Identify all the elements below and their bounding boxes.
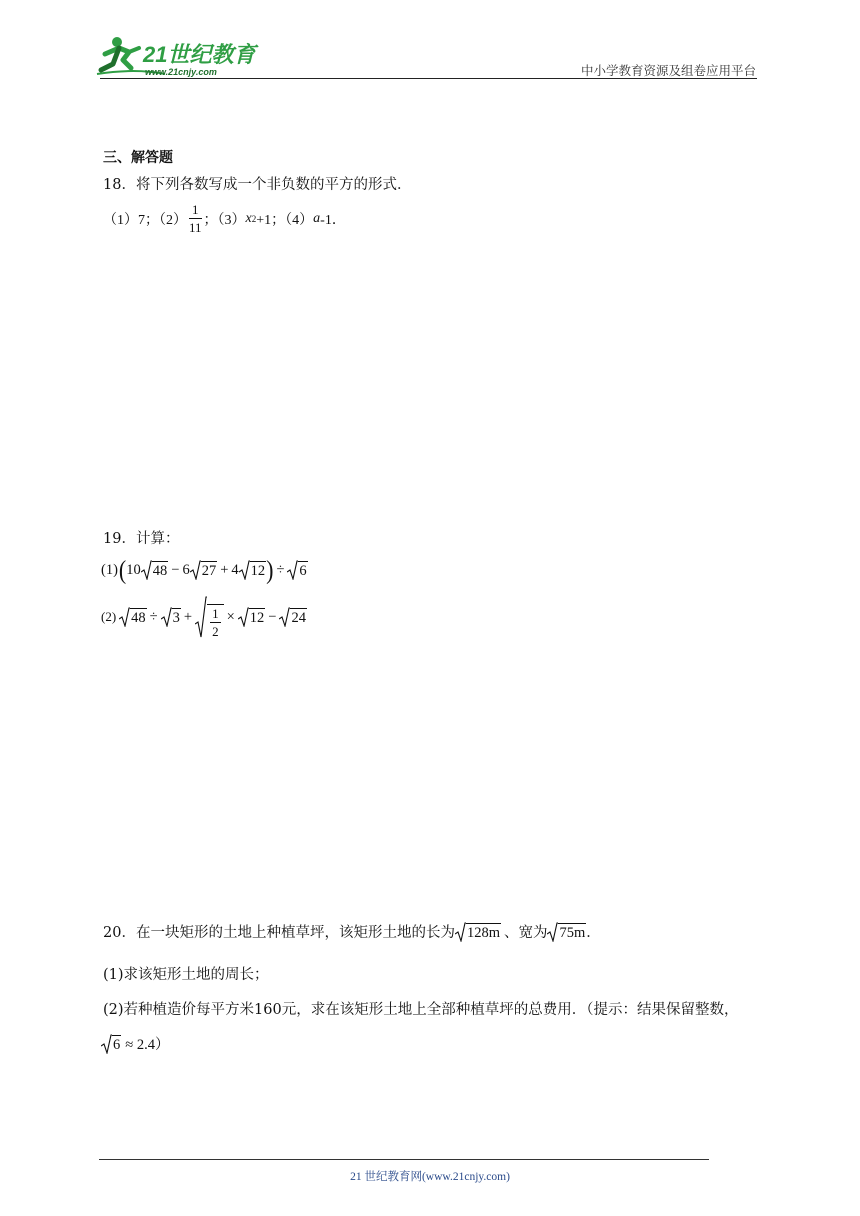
radical-27 xyxy=(190,560,218,580)
var-a: a xyxy=(313,210,321,226)
length-value: 128m xyxy=(466,924,500,941)
radical-128m xyxy=(455,922,501,942)
fraction-numerator: 1 xyxy=(212,606,219,621)
q20-stem-b: 、宽为 xyxy=(503,925,548,941)
right-paren: ) xyxy=(266,554,274,585)
logo-text: 21世纪教育 xyxy=(143,42,256,67)
radical-one-half xyxy=(195,596,224,638)
radicand-48: 48 xyxy=(152,563,168,580)
q20-sub-2: (2)若种植造价每平方米160元，求在该矩形土地上全部种植草坪的总费用．（提示：结果保留整数， xyxy=(103,1002,739,1018)
width-value: 75m xyxy=(559,924,586,941)
coef-10: 10 xyxy=(126,561,141,578)
plus-op: + xyxy=(220,561,229,578)
platform-title: 中小学教育资源及组卷应用平台 xyxy=(580,63,756,78)
fraction-numerator: 1 xyxy=(189,203,202,219)
radicand-6: 6 xyxy=(113,1036,121,1053)
q18-part-1: （1）7；（2） xyxy=(103,212,187,228)
logo-url: www.21cnjy.com xyxy=(145,67,217,77)
superscript-2: 2 xyxy=(251,213,257,224)
fraction-1-11 xyxy=(189,203,202,234)
section-title: 三、解答题 xyxy=(103,150,173,166)
radical-24 xyxy=(279,607,307,627)
radical-6 xyxy=(287,560,307,580)
q20-stem-a: 20．在一块矩形的土地上种植草坪，该矩形土地的长为 xyxy=(103,925,455,941)
divide-op: ÷ xyxy=(149,608,158,625)
q20-stem xyxy=(103,921,601,942)
radical-48 xyxy=(119,607,147,627)
radical-48 xyxy=(141,560,169,580)
divide-op: ÷ xyxy=(276,561,285,578)
plus-op: + xyxy=(183,608,193,625)
fraction-denominator: 2 xyxy=(212,624,219,639)
q19-expr-2 xyxy=(101,596,307,638)
coef-4: 4 xyxy=(231,561,239,578)
left-paren: ( xyxy=(118,554,127,585)
q18-stem: 18．将下列各数写成一个非负数的平方的形式． xyxy=(103,177,412,193)
header-divider xyxy=(100,78,757,79)
fraction-denominator: 11 xyxy=(189,220,202,235)
q20-sub-1: (1)求该矩形土地的周长； xyxy=(103,967,269,983)
radical-75m xyxy=(547,922,586,942)
radical-3 xyxy=(161,607,181,627)
radicand-24: 24 xyxy=(291,610,306,627)
minus-op: − xyxy=(268,608,277,625)
runner-logo-icon xyxy=(95,34,260,78)
radical-12 xyxy=(239,560,267,580)
radicand-6: 6 xyxy=(299,563,307,580)
footer-text: 21 世纪教育网(www.21cnjy.com) xyxy=(350,1171,510,1183)
radical-6 xyxy=(101,1034,121,1054)
var-x: x xyxy=(245,210,252,226)
site-logo xyxy=(95,34,260,78)
radicand-48: 48 xyxy=(131,610,146,627)
hint-approx: ≈ 2.4） xyxy=(125,1037,170,1053)
q20-hint xyxy=(101,1033,169,1054)
q19-expr-1 xyxy=(101,554,308,585)
q18-part-3: +1；（4） xyxy=(256,212,314,228)
q18-parts xyxy=(103,203,346,234)
minus-op: − xyxy=(171,561,180,578)
q19-label-1: (1) xyxy=(101,561,118,578)
q18-part-4: -1． xyxy=(320,212,346,228)
q20-stem-c: ． xyxy=(586,925,601,941)
radicand-12: 12 xyxy=(249,610,265,627)
q19-label-2: (2) xyxy=(101,609,117,624)
radicand-3: 3 xyxy=(172,610,180,627)
radicand-27: 27 xyxy=(201,563,217,580)
q18-part-2: ；（3） xyxy=(203,212,246,228)
q19-stem: 19．计算： xyxy=(103,531,180,547)
fraction-one-half xyxy=(210,607,221,638)
footer-divider xyxy=(99,1159,709,1160)
radical-12 xyxy=(238,607,266,627)
coef-6: 6 xyxy=(182,561,190,578)
radicand-12: 12 xyxy=(250,563,266,580)
times-op: × xyxy=(226,608,235,625)
